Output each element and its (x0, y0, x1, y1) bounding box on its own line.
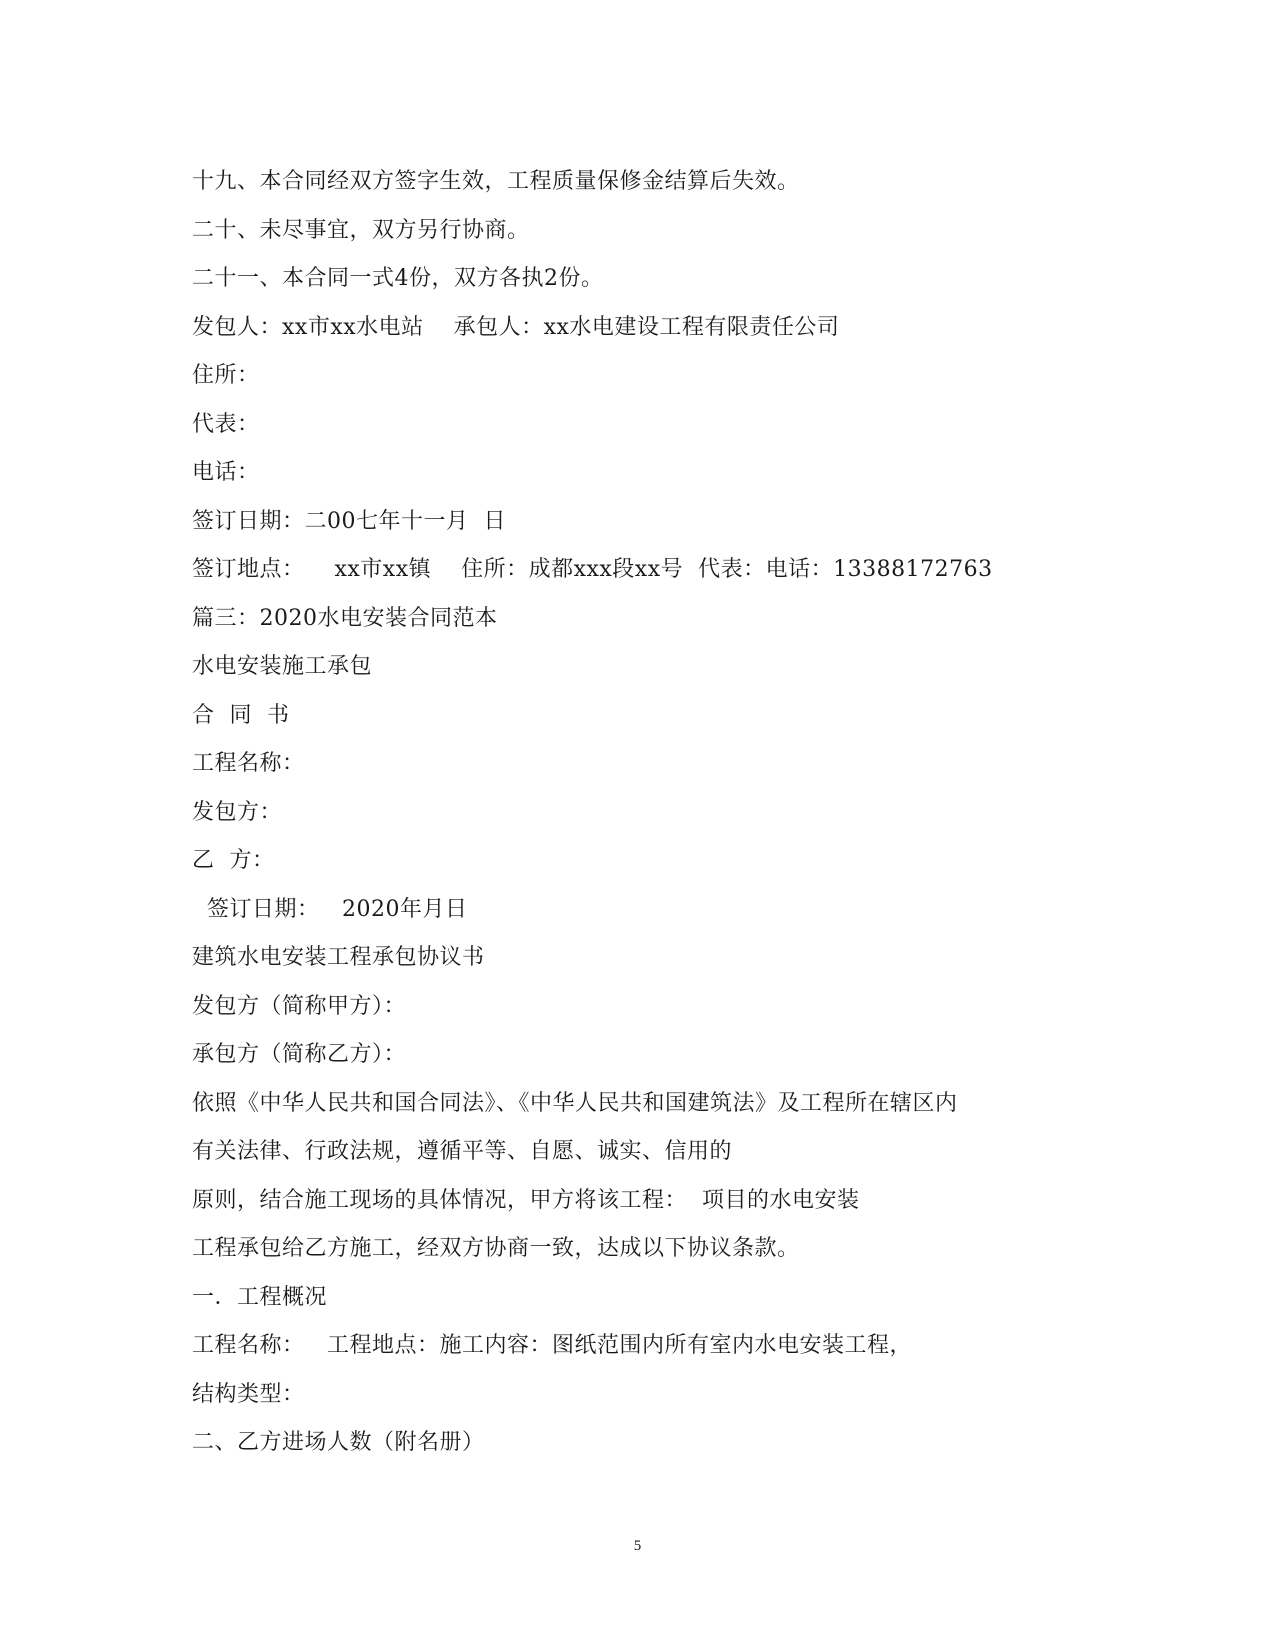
document-body (192, 158, 1092, 1468)
phone-label: 电话： (192, 460, 260, 485)
paragraph-line: 有关法律、行政法规，遵循平等、自愿、诚实、信用的 (192, 1139, 733, 1164)
employer-label: 发包方： (192, 799, 283, 825)
agreement-title: 建筑水电安装工程承包协议书 (192, 945, 485, 970)
section-heading: 篇三：2020水电安装合同范本 (192, 605, 498, 631)
clause-21: 二十一、本合同一式4份，双方各执2份。 (192, 266, 604, 291)
structure-type-label: 结构类型： (192, 1381, 305, 1407)
clause-20: 二十、未尽事宜，双方另行协商。 (192, 217, 530, 243)
parties-line: 发包人：xx市xx水电站 承包人：xx水电建设工程有限责任公司 (192, 314, 840, 340)
signing-place: 签订地点： xx市xx镇 住所：成都xxx段xx号 代表：电话：13388172763 (192, 557, 993, 582)
project-details: 工程名称： 工程地点：施工内容：图纸范围内所有室内水电安装工程， (192, 1333, 912, 1358)
section-1-heading: 一．工程概况 (192, 1284, 328, 1310)
party-a-label: 发包方（简称甲方）： (192, 993, 407, 1019)
contractor-label: 承包方（简称乙方）： (192, 1042, 407, 1067)
paragraph-line: 依照《中华人民共和国合同法》、《中华人民共和国建筑法》及工程所在辖区内 (192, 1090, 958, 1116)
page-number: 5 (633, 1538, 642, 1554)
party-b-label: 乙 方： (192, 848, 275, 873)
paragraph-line: 工程承包给乙方施工，经双方协商一致，达成以下协议条款。 (192, 1236, 800, 1261)
address-label: 住所： (192, 363, 260, 388)
section-2-heading: 二、乙方进场人数（附名册） (192, 1430, 485, 1455)
signing-date-2: 签订日期： 2020年月日 (192, 896, 468, 922)
signing-date: 签订日期：二00七年十一月 日 (192, 508, 506, 534)
representative-label: 代表： (192, 411, 260, 437)
clause-19: 十九、本合同经双方签字生效，工程质量保修金结算后失效。 (192, 169, 800, 194)
contract-title-line-2: 合 同 书 (192, 702, 290, 728)
paragraph-line: 原则，结合施工现场的具体情况，甲方将该工程： 项目的水电安装 (192, 1187, 860, 1213)
contract-title-line-1: 水电安装施工承包 (192, 654, 373, 679)
project-name-label: 工程名称： (192, 751, 305, 776)
